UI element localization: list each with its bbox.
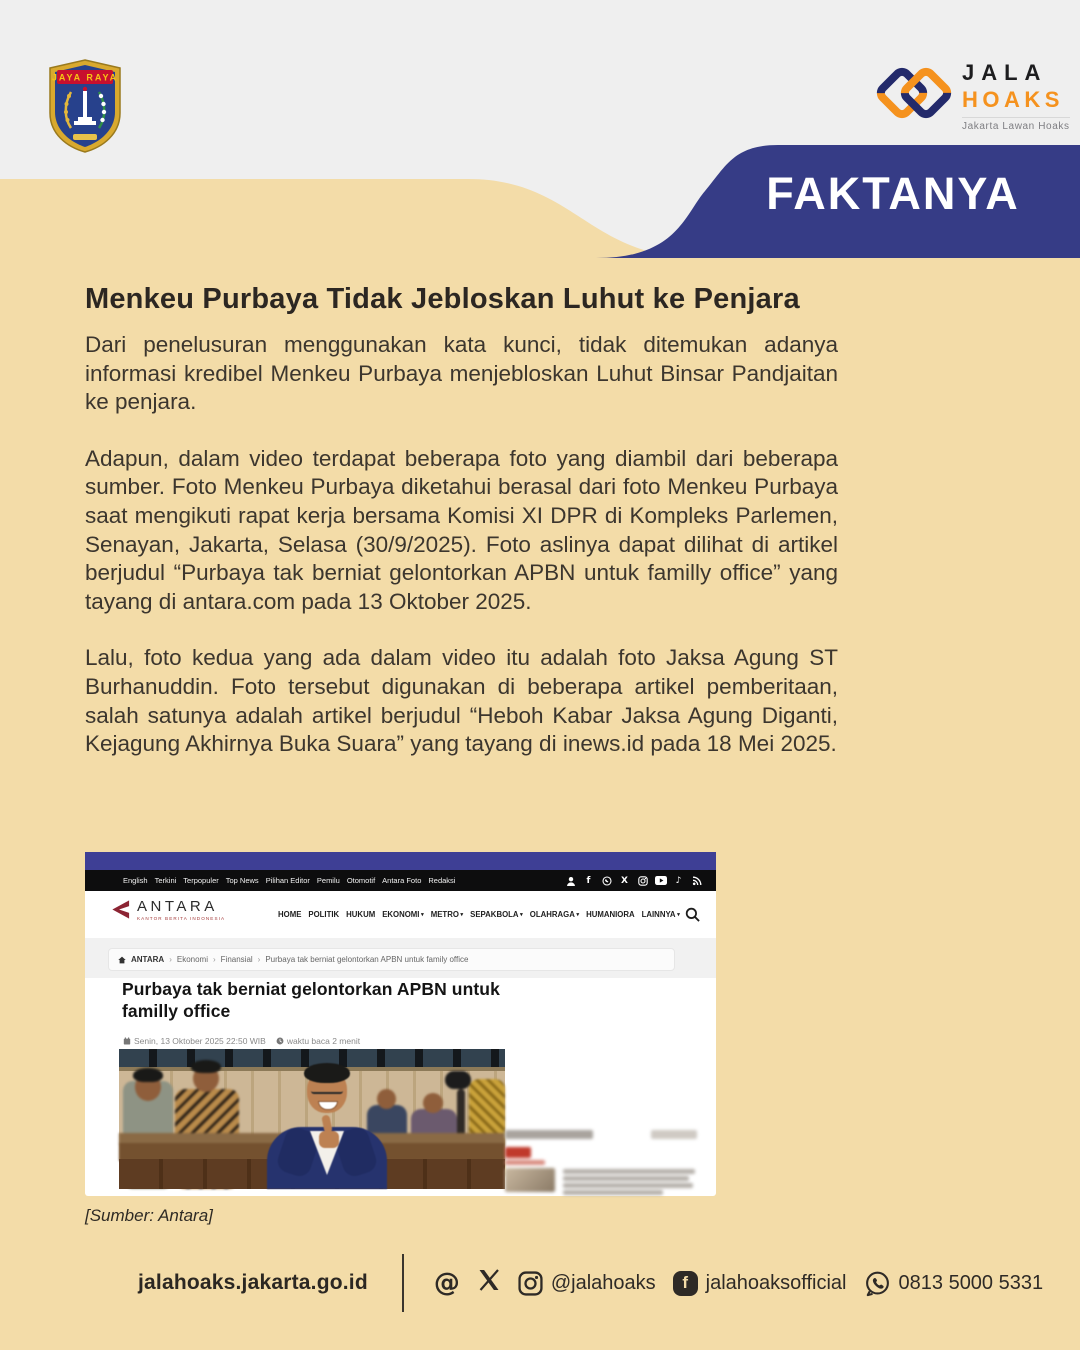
logo-tagline: Jakarta Lawan Hoaks	[962, 117, 1070, 132]
menu-olahraga[interactable]: OLAHRAGA ▾	[529, 910, 580, 919]
whatsapp-icon	[864, 1270, 891, 1297]
related-articles-sidebar-blurred	[505, 1128, 703, 1192]
menu-lainnya[interactable]: LAINNYA ▾	[641, 910, 680, 919]
antara-article-headline: Purbaya tak berniat gelontorkan APBN untuk familly office	[122, 979, 500, 1021]
menu-ekonomi[interactable]: EKONOMI ▾	[382, 910, 424, 919]
image-source-caption: [Sumber: Antara]	[85, 1206, 213, 1225]
youtube-icon[interactable]	[655, 875, 666, 886]
topbar-link-pilihan-editor[interactable]: Pilihan Editor	[265, 876, 310, 885]
emblem-monument	[83, 91, 87, 117]
facebook-handle: f jalahoaksofficial	[673, 1271, 847, 1296]
chevron-down-icon: ▾	[520, 911, 523, 918]
user-icon[interactable]	[565, 875, 576, 886]
topbar-link-topnews[interactable]: Top News	[225, 876, 259, 885]
article-body	[85, 281, 838, 759]
topbar-link-english[interactable]: English	[123, 876, 148, 885]
instagram-icon	[518, 1271, 543, 1296]
topbar-link-antara-foto[interactable]: Antara Foto	[382, 876, 422, 885]
footer-divider	[402, 1254, 404, 1312]
antara-topbar-links	[123, 876, 455, 885]
chevron-down-icon: ▾	[460, 911, 464, 918]
topbar-link-terkini[interactable]: Terkini	[154, 876, 177, 885]
search-icon[interactable]	[685, 907, 700, 927]
topbar-link-otomotif[interactable]: Otomotif	[346, 876, 376, 885]
antara-top-strip	[85, 852, 716, 870]
threads-icon: @	[433, 1268, 460, 1298]
emblem-motto-text: JAYA RAYA	[51, 72, 119, 83]
breadcrumb-antara[interactable]: ANTARA	[131, 955, 165, 964]
tiktok-icon[interactable]: ♪	[675, 875, 682, 886]
topbar-link-redaksi[interactable]: Redaksi	[428, 876, 456, 885]
menu-hukum[interactable]: HUKUM	[346, 910, 376, 919]
article-photo	[119, 1049, 505, 1189]
facebook-icon: f	[673, 1271, 698, 1296]
x-icon	[477, 1268, 501, 1298]
faktanya-banner: FAKTANYA	[766, 168, 1020, 219]
website-url: jalahoaks.jakarta.go.id	[138, 1271, 368, 1294]
instagram-icon[interactable]	[637, 875, 648, 886]
menu-politik[interactable]: POLITIK	[308, 910, 340, 919]
antara-topbar	[85, 870, 716, 891]
topbar-link-pemilu[interactable]: Pemilu	[316, 876, 340, 885]
paragraph-3: Lalu, foto kedua yang ada dalam video itu adalah foto Jaksa Agung ST Burhanuddin. Foto tersebut digunakan di beberapa artikel pemberitaan, salah satunya adalah artikel berjudul “Heboh Kabar Jaksa Agung Diganti, Kejagung Akhirnya Buka Suara” yang tayang di inews.id pada 18 Mei 2025.	[85, 645, 838, 757]
photo-main-figure	[267, 1063, 387, 1189]
page-title: Menkeu Purbaya Tidak Jebloskan Luhut ke Penjara	[85, 283, 800, 315]
footer	[0, 1248, 1080, 1318]
rss-icon[interactable]	[691, 875, 702, 886]
paragraph-1: Dari penelusuran menggunakan kata kunci, tidak ditemukan adanya informasi kredibel Menkeu Purbaya menjebloskan Luhut Binsar Pandjaitan ke penjara.	[85, 332, 838, 415]
article-read-time: waktu baca 2 menit	[286, 1036, 361, 1046]
logo-word-jala: JALA	[962, 60, 1048, 85]
facebook-icon[interactable]: f	[586, 875, 591, 886]
article-date: Senin, 13 Oktober 2025 22:50 WIB	[134, 1036, 266, 1046]
antara-logo[interactable]	[110, 898, 225, 921]
breadcrumb-separator: ›	[257, 955, 261, 964]
jalahoaks-logo-icon	[880, 64, 950, 124]
whatsapp-icon[interactable]	[601, 875, 612, 886]
breadcrumb-separator: ›	[212, 955, 216, 964]
antara-article-meta	[123, 1036, 360, 1046]
chevron-down-icon: ▾	[420, 911, 424, 918]
chevron-down-icon: ▾	[677, 911, 680, 918]
logo-word-hoaks: HOAKS	[962, 87, 1064, 112]
jakarta-emblem	[45, 58, 125, 159]
instagram-handle: @jalahoaks	[518, 1271, 656, 1296]
clock-icon	[276, 1037, 284, 1045]
jalahoaks-logo	[880, 62, 1070, 132]
x-icon[interactable]: X	[621, 875, 628, 886]
breadcrumb-separator: ›	[169, 955, 172, 964]
menu-metro[interactable]: METRO ▾	[430, 910, 464, 919]
antara-logo-text: ANTARA	[137, 898, 218, 915]
antara-navbar	[85, 891, 716, 938]
antara-main-menu	[278, 891, 680, 938]
header-background	[0, 0, 1080, 270]
breadcrumb	[108, 948, 675, 971]
menu-humaniora[interactable]: HUMANIORA	[586, 910, 635, 919]
antara-topbar-icons	[565, 875, 702, 886]
emblem-ribbon	[73, 134, 97, 140]
menu-sepakbola[interactable]: SEPAKBOLA ▾	[470, 910, 523, 919]
whatsapp-number: 0813 5000 5331	[864, 1270, 1044, 1297]
paragraph-2: Adapun, dalam video terdapat beberapa foto yang diambil dari beberapa sumber. Foto Menkeu Purbaya diketahui berasal dari foto Menkeu Purbaya saat mengikuti rapat kerja bersama Komisi XI DPR di Kompleks Parlemen, Senayan, Jakarta, Selasa (30/9/2025). Foto aslinya dapat dilihat di artikel berjudul “Purbaya tak berniat gelontorkan APBN untuk familly office” yang tayang di antara.com pada 13 Oktober 2025.	[85, 445, 838, 614]
menu-home[interactable]: HOME	[278, 910, 302, 919]
chevron-down-icon: ▾	[576, 911, 580, 918]
antara-logo-tagline: KANTOR BERITA INDONESIA	[137, 916, 226, 921]
topbar-link-terpopuler[interactable]: Terpopuler	[183, 876, 219, 885]
breadcrumb-finansial[interactable]: Finansial	[220, 955, 253, 964]
emblem-flame	[83, 87, 87, 91]
breadcrumb-ekonomi[interactable]: Ekonomi	[176, 955, 208, 964]
calendar-icon	[123, 1037, 131, 1045]
antara-screenshot	[85, 852, 716, 1196]
footer-socials	[434, 1268, 1043, 1298]
home-icon	[118, 956, 126, 964]
antara-logo-arrow	[110, 899, 131, 920]
breadcrumb-current-page: Purbaya tak berniat gelontorkan APBN untuk family office	[265, 955, 469, 964]
